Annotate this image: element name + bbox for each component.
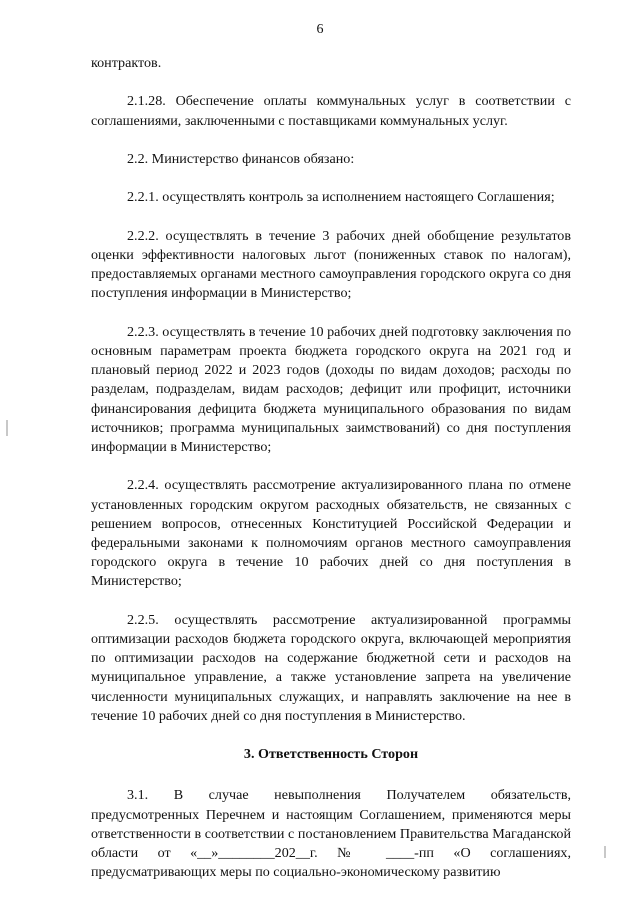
paragraph-2-2-4: 2.2.4. осуществлять рассмотрение актуализированного плана по отмене установленных городским округом расходных обязательств, не связанных с решением вопросов, отнесенных Конституцией Российской Федерации и федеральными законами к полномочиям органов местного самоуправления городского округа в течение 10 рабочих дней со дня поступления в Министерство;	[91, 477, 571, 590]
paragraph-2-2-1: 2.2.1. осуществлять контроль за исполнением настоящего Соглашения;	[127, 189, 555, 206]
paragraph-3-1: 3.1. В случае невыполнения Получателем обязательств, предусмотренных Перечнем и настоящим Соглашением, применяются меры ответственности в соответствии с постановлением Правительства Магаданской области от «__»________202__г. № ____-пп «О соглашениях, предусматривающих меры по социально-экономическому развитию	[91, 787, 571, 881]
paragraph-2-1-28: 2.1.28. Обеспечение оплаты коммунальных услуг в соответствии с соглашениями, заключенными с поставщиками коммунальных услуг.	[91, 93, 571, 129]
paragraph-2-2-5: 2.2.5. осуществлять рассмотрение актуализированной программы оптимизации расходов бюджета городского округа, включающей мероприятия по оптимизации расходов на содержание бюджетной сети и расходов на муниципальное управление, а также установление запрета на увеличение численности муниципальных служащих, и направлять заключение на нее в течение 10 рабочих дней со дня поступления в Министерство.	[91, 611, 571, 724]
paragraph-contracts-end: контрактов.	[91, 55, 162, 71]
document-body	[91, 54, 571, 902]
paragraph-2-2: 2.2. Министерство финансов обязано:	[127, 150, 355, 167]
page-number: 6	[316, 22, 324, 37]
section-heading: 3. Ответственность Сторон	[243, 746, 419, 763]
scan-edge-mark	[604, 846, 606, 858]
scan-edge-mark	[6, 420, 8, 436]
paragraph-2-2-2: 2.2.2. осуществлять в течение 3 рабочих дней обобщение результатов оценки эффективности налоговых льгот (пониженных ставок по налогам), предоставляемых органами местного самоуправления городского округа со дня поступления информации в Министерство;	[91, 227, 571, 302]
paragraph-2-2-3: 2.2.3. осуществлять в течение 10 рабочих дней подготовку заключения по основным параметрам проекта бюджета городского округа на 2021 год и плановый период 2022 и 2023 годов (доходы по видам доходов; расходы по разделам, подразделам, видам расходов; дефицит или профицит, источники финансирования дефицита бюджета муниципального образования по видам источников; программа муниципальных заимствований) со дня поступления информации в Министерство;	[91, 323, 571, 455]
